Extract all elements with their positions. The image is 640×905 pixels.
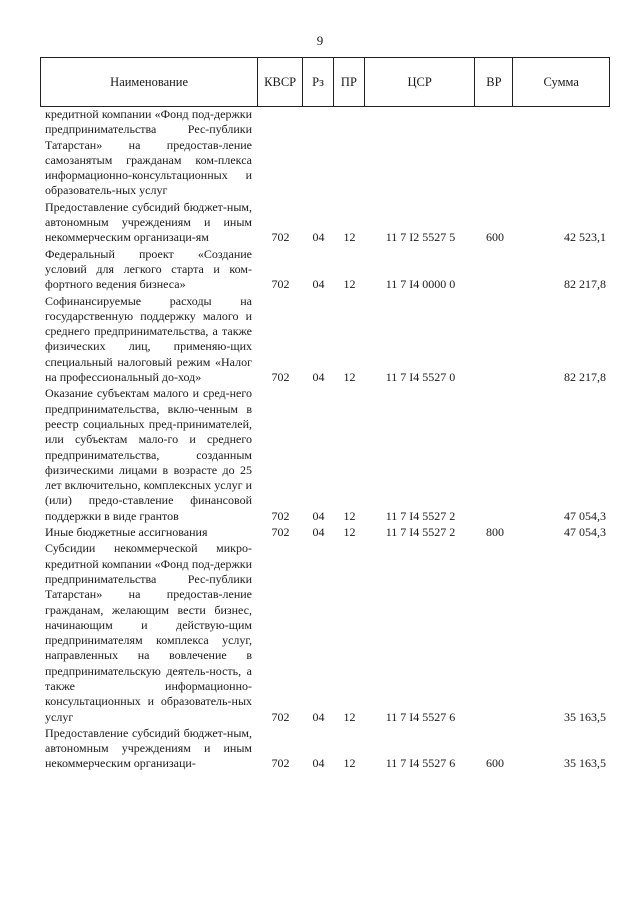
row-csr: 11 7 I4 0000 0	[385, 277, 456, 292]
table-body	[40, 107, 610, 773]
header-name: Наименование	[41, 58, 258, 106]
row-name: Федеральный проект «Создание условий для легкого старта и ком-фортного ведения бизнеса»	[45, 246, 252, 292]
row-csr: 11 7 I4 5527 2	[385, 508, 456, 523]
row-csr: 11 7 I4 5527 6	[385, 709, 456, 724]
header-sum: Сумма	[543, 74, 579, 89]
table-row	[40, 525, 610, 540]
row-csr: 11 7 I2 5527 5	[385, 230, 456, 245]
table-header	[40, 57, 610, 107]
table-row	[40, 107, 610, 199]
header-pr: ПР	[334, 58, 365, 106]
row-kvsr: 702	[271, 230, 290, 245]
row-vr: 800	[486, 525, 504, 540]
row-pr: 12	[343, 508, 356, 523]
row-kvsr: 702	[271, 756, 290, 771]
row-sum: 82 217,8	[564, 277, 606, 292]
row-name: Предоставление субсидий бюджет-ным, автономным учреждениям и иным некоммерческим организаци-ям	[45, 199, 252, 245]
row-vr: 600	[486, 756, 504, 771]
table-row	[40, 386, 610, 524]
row-kvsr: 702	[271, 525, 290, 540]
row-name: Субсидии некоммерческой микро-кредитной компании «Фонд под-держки предпринимательства Рес-публики Татарстан» на предостав-ление гражданам, желающим вести бизнес, начинающим и действую-щим предпринимателям комплекса услуг, направленных на вовлечение в предпринимательскую деятель-ность, а также информационно-консультационных и образователь-ных услуг	[45, 541, 252, 724]
row-sum: 47 054,3	[564, 508, 606, 523]
row-rz: 04	[312, 508, 325, 523]
table-row	[40, 200, 610, 246]
row-rz: 04	[312, 756, 325, 771]
row-sum: 47 054,3	[564, 525, 606, 540]
row-kvsr: 702	[271, 370, 290, 385]
row-kvsr: 702	[271, 277, 290, 292]
table-row	[40, 247, 610, 293]
header-rz: Рз	[303, 58, 334, 106]
row-csr: 11 7 I4 5527 6	[385, 756, 456, 771]
row-rz: 04	[312, 230, 325, 245]
row-name: Оказание субъектам малого и сред-него предпринимательства, вклю-ченным в реестр социальных пред-принимателей, или субъектам мало-го и среднего предпринимательства, созданным физическими лицами в возрасте до 25 лет включительно, комплексных услуг и (или) предо-ставление финансовой поддержки в виде грантов	[45, 386, 252, 523]
row-name: Предоставление субсидий бюджет-ным, автономным учреждениям и иным некоммерческим организаци-	[45, 725, 252, 771]
table-row	[40, 294, 610, 386]
row-pr: 12	[343, 525, 356, 540]
row-sum: 35 163,5	[564, 756, 606, 771]
row-kvsr: 702	[271, 709, 290, 724]
header-csr: ЦСР	[365, 58, 476, 106]
row-pr: 12	[343, 370, 356, 385]
row-pr: 12	[343, 756, 356, 771]
row-pr: 12	[343, 277, 356, 292]
row-rz: 04	[312, 709, 325, 724]
row-pr: 12	[343, 230, 356, 245]
row-rz: 04	[312, 277, 325, 292]
row-sum: 42 523,1	[564, 230, 606, 245]
row-kvsr: 702	[271, 508, 290, 523]
row-rz: 04	[312, 525, 325, 540]
header-vr: ВР	[475, 58, 513, 106]
row-name: Софинансируемые расходы на государственную поддержку малого и среднего предпринимательства, а также физических лиц, применяю-щих специальный налоговый режим «Налог на профессиональный до-ход»	[45, 293, 252, 385]
row-sum: 35 163,5	[564, 709, 606, 724]
table-row	[40, 541, 610, 725]
row-vr: 600	[486, 230, 504, 245]
table-row	[40, 726, 610, 772]
header-kvsr: КВСР	[258, 58, 303, 106]
row-rz: 04	[312, 370, 325, 385]
row-csr: 11 7 I4 5527 2	[385, 525, 456, 540]
row-name: Иные бюджетные ассигнования	[45, 525, 208, 540]
row-name: кредитной компании «Фонд под-держки предпринимательства Рес-публики Татарстан» на предостав-ление самозанятым гражданам ком-плекса информационно-консультационных и образователь-ных услуг	[45, 107, 252, 198]
row-sum: 82 217,8	[564, 370, 606, 385]
row-csr: 11 7 I4 5527 0	[385, 370, 456, 385]
row-pr: 12	[343, 709, 356, 724]
page-number: 9	[316, 33, 324, 48]
